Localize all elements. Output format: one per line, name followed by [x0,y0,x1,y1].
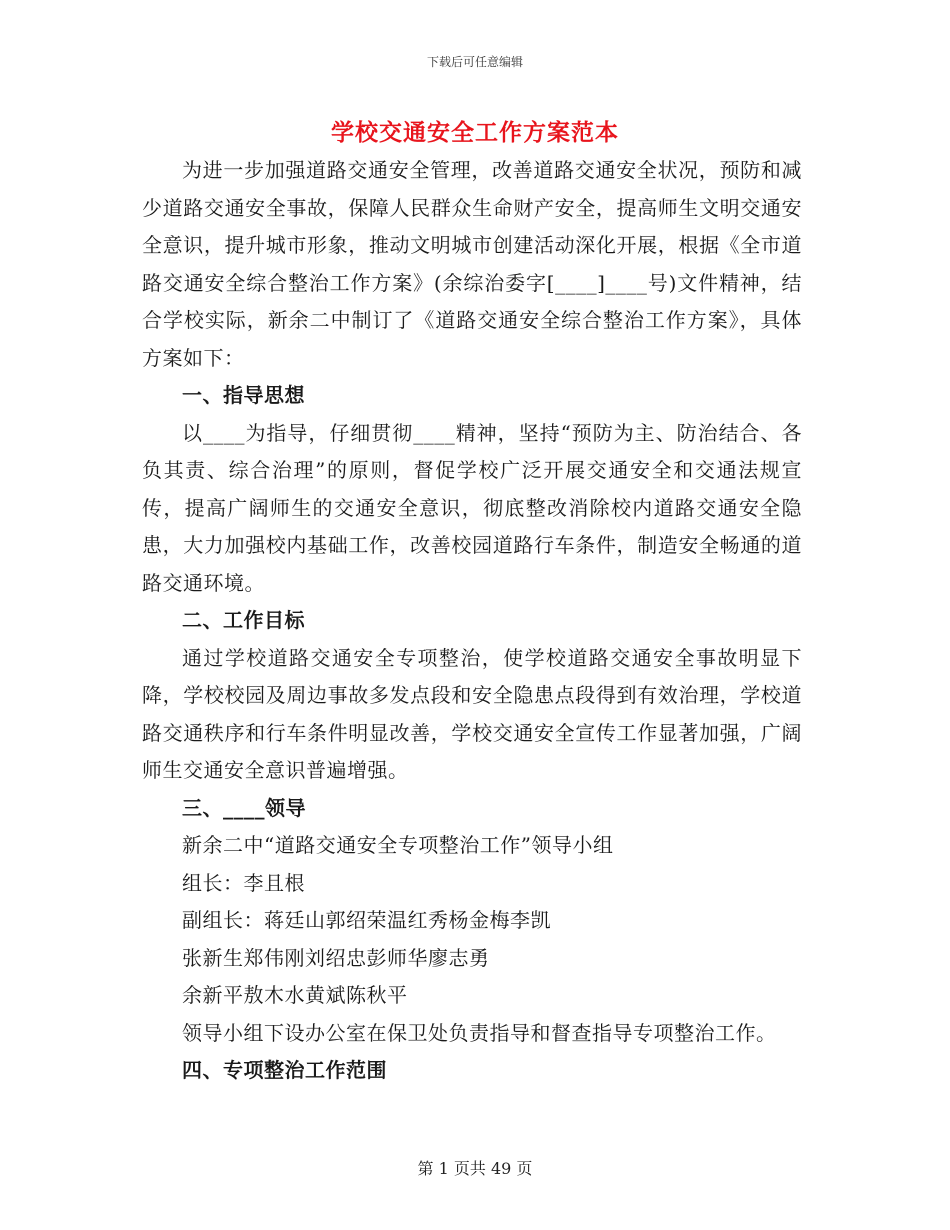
document-title: 学校交通安全工作方案范本 [331,119,619,146]
section-heading-leadership: 三、____领导 [182,795,306,820]
section-heading-scope: 四、专项整治工作范围 [182,1058,387,1082]
leadership-line-group: 新余二中“道路交通安全专项整治工作”领导小组 [182,833,614,857]
leadership-line-leader: 组长：李且根 [182,870,305,895]
page-footer: 第 1 页共 49 页 [417,1159,533,1178]
page-header: 下载后可任意编辑 [426,55,523,69]
document-body [142,152,802,1090]
leadership-line-office: 领导小组下设办公室在保卫处负责指导和督查指导专项整治工作。 [182,1020,777,1045]
leadership-line-members-1: 张新生郑伟刚刘绍忠彭师华廖志勇 [182,945,490,970]
section-heading-work-goals: 二、工作目标 [182,608,305,632]
leadership-line-members-2: 余新平敖木水黄斌陈秋平 [182,983,408,1007]
intro-paragraph: 为进一步加强道路交通安全管理，改善道路交通安全状况，预防和减少道路交通安全事故，保障人民群众生命财产安全，提高师生文明交通安全意识，提升城市形象，推动文明城市创建活动深化开展，根据《全市道路交通安全综合整治工作方案》(余综治委字[____]____号)文件精神，结合学校实际，新余二中制订了《道路交通安全综合整治工作方案》，具体方案如下： [142,158,802,370]
section-heading-guiding-ideology: 一、指导思想 [182,383,305,407]
section-body-work-goals: 通过学校道路交通安全专项整治，使学校道路交通安全事故明显下降，学校校园及周边事故多发点段和安全隐患点段得到有效治理，学校道路交通秩序和行车条件明显改善，学校交通安全宣传工作显著加强，广阔师生交通安全意识普遍增强。 [142,645,802,782]
section-body-guiding-ideology: 以____为指导，仔细贯彻____精神，坚持“预防为主、防治结合、各负其责、综合治理”的原则，督促学校广泛开展交通安全和交通法规宣传，提高广阔师生的交通安全意识，彻底整改消除校内道路交通安全隐患，大力加强校内基础工作，改善校园道路行车条件，制造安全畅通的道路交通环境。 [142,420,802,595]
leadership-line-deputy: 副组长：蒋廷山郭绍荣温红秀杨金梅李凯 [182,908,551,932]
